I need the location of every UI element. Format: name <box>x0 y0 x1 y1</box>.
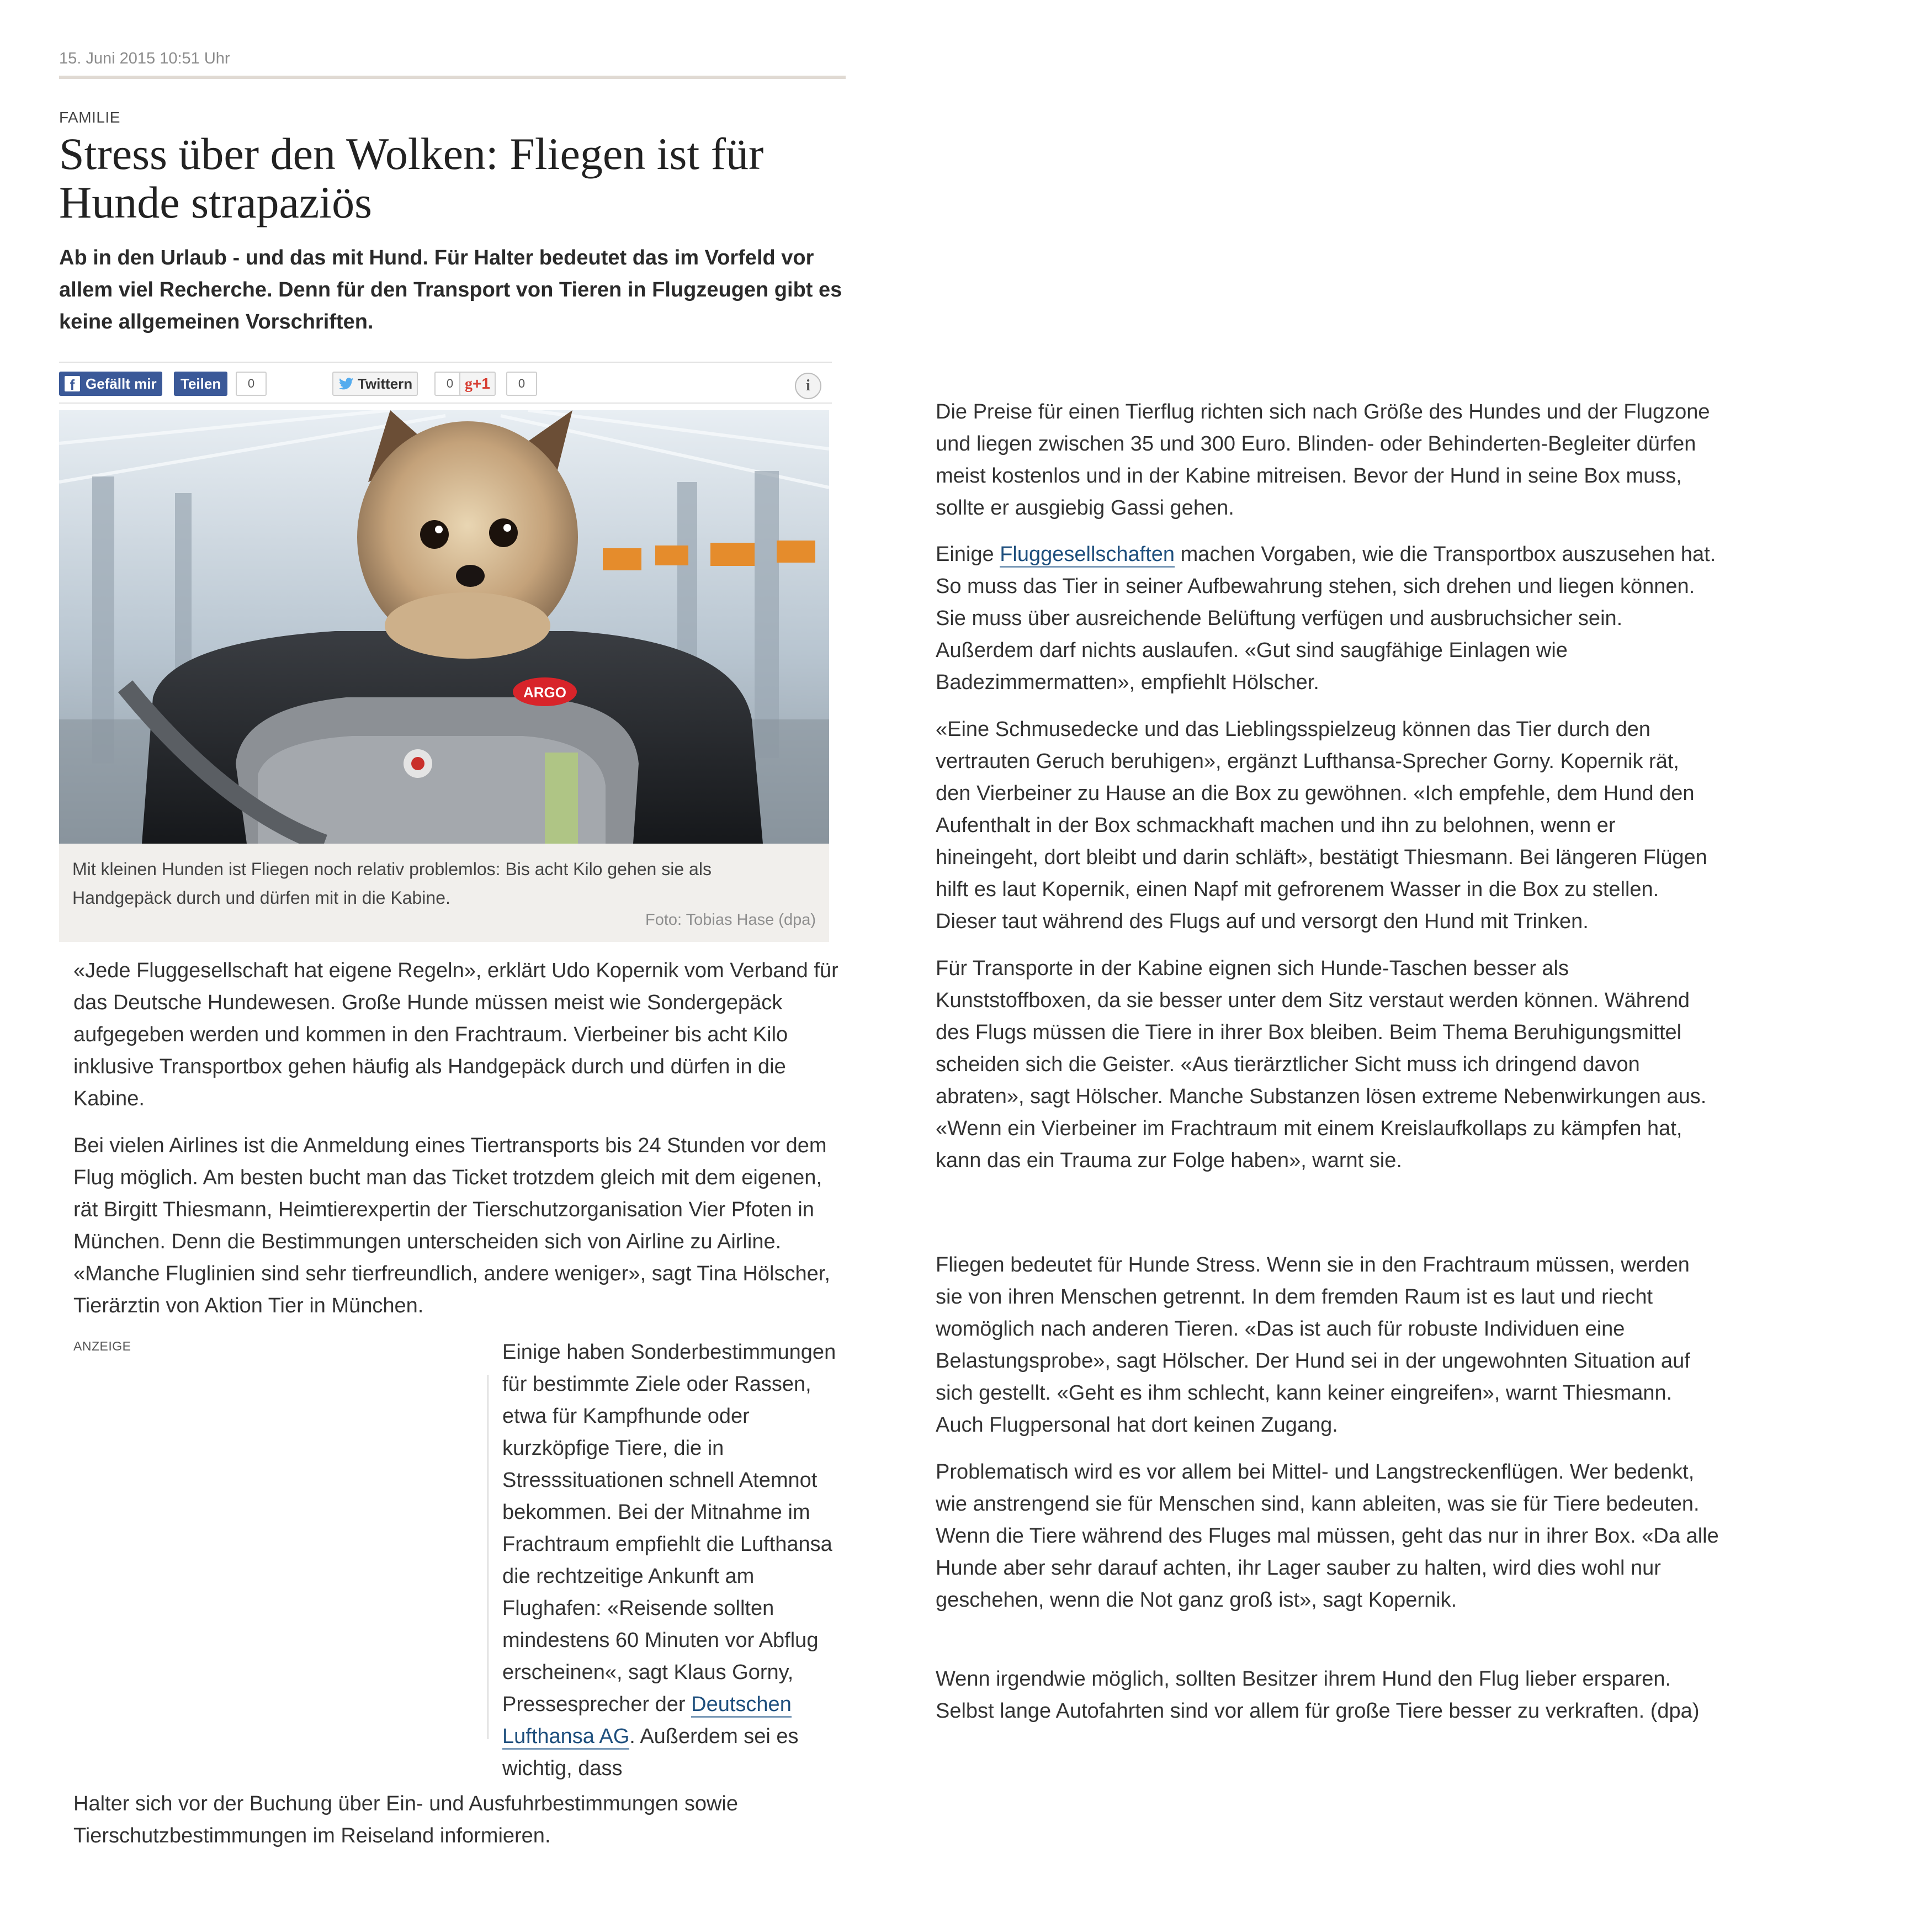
bag-logo-text: ARGO <box>523 684 566 701</box>
header-divider <box>59 76 846 79</box>
body-paragraph-3-text-end: . Außerdem sei es wichtig, dass <box>502 1725 799 1780</box>
body-paragraph-3 <box>502 1336 850 1784</box>
article-headline: Stress über den Wolken: Fliegen ist für Hunde strapaziös <box>59 129 764 227</box>
photo-caption-box <box>59 844 829 942</box>
facebook-icon: f <box>65 376 80 391</box>
twitter-count: 0 <box>434 372 465 396</box>
advertisement-slot[interactable] <box>73 1358 482 1734</box>
article-date: 15. Juni 2015 10:51 Uhr <box>59 50 230 67</box>
google-plus-count: 0 <box>506 372 537 396</box>
body-paragraph-r5: Fliegen bedeutet für Hunde Stress. Wenn sie in den Frachtraum müssen, werden sie von ihren Menschen getrennt. In dem fremden Raum ist es laut und riecht womöglich nach anderen Tieren. «Das ist auch für robuste Individuen eine Belastungsprobe», sagt Hölscher. Der Hund sei in der ungewohnten Situation auf sich gestellt. «Geht es ihm schlecht, kann keiner eingreifen», warnt Thiesmann. Auch Flugpersonal hat dort keinen Zugang. <box>936 1253 1690 1437</box>
link-fluggesellschaften[interactable]: Fluggesellschaften <box>1000 543 1175 568</box>
photo-credit: Foto: Tobias Hase (dpa) <box>645 911 816 929</box>
body-paragraph-r6: Problematisch wird es vor allem bei Mittel- und Langstreckenflügen. Wer bedenkt, wie anstrengend sie für Menschen sind, kann ableiten, was sie für Tiere bedeuten. Wenn die Tiere während des Fluges mal müssen, geht das nur in ihrer Box. «Da alle Hunde aber sehr darauf achten, ihr Lager sauber zu halten, wird dies wohl nur geschehen, wenn die Not ganz groß ist», sagt Kopernik. <box>936 1460 1719 1612</box>
facebook-count: 0 <box>236 372 267 396</box>
body-paragraph-r2 <box>936 538 1719 698</box>
dog-in-bag-image <box>59 410 829 844</box>
body-paragraph-r1: Die Preise für einen Tierflug richten sich nach Größe des Hundes und der Flugzone und liegen zwischen 35 und 300 Euro. Blinden- oder Behinderten-Begleiter dürfen meist kostenlos und in der Kabine mitreisen. Bevor der Hund in seine Box muss, sollte er ausgiebig Gassi gehen. <box>936 400 1710 520</box>
article-lead: Ab in den Urlaub - und das mit Hund. Für Halter bedeutet das im Vorfeld vor allem viel Recherche. Denn für den Transport von Tieren in Flugzeugen gibt es keine allgemeinen Vorschriften. <box>59 246 842 333</box>
link-deutsche-lufthansa[interactable]: Deutschen Lufthansa AG <box>502 1693 792 1750</box>
body-paragraph-r4: Für Transporte in der Kabine eignen sich Hunde-Taschen besser als Kunststoffboxen, da sie besser unter dem Sitz verstaut werden können. Während des Flugs müssen die Tiere in ihrer Box bleiben. Beim Thema Beruhigungsmittel scheiden sich die Geister. «Aus tierärztlicher Sicht muss ich dringend davon abraten», sagt Hölscher. Manche Substanzen lösen extreme Nebenwirkungen aus. «Wenn ein Vierbeiner im Frachtraum mit einem Kreislaufkollaps zu kämpfen hat, kann das ein Trauma zur Folge haben», warnt sie. <box>936 957 1707 1172</box>
body-paragraph-3-text: Einige haben Sonderbestimmungen für bestimmte Ziele oder Rassen, etwa für Kampfhunde oder kurzköpfige Tiere, die in Stresssituationen schnell Atemnot bekommen. Bei der Mitnahme im Frachtraum empfiehlt die Lufthansa die rechtzeitige Ankunft am Flughafen: «Reisende sollten mindestens 60 Minuten vor Abflug erscheinen«, sagt Klaus Gorny, Pressesprecher der <box>502 1341 836 1716</box>
google-plus-button[interactable] <box>459 372 496 396</box>
body-paragraph-3-continued: Halter sich vor der Buchung über Ein- und Ausfuhrbestimmungen sowie Tierschutzbestimmungen im Reiseland informieren. <box>73 1792 738 1847</box>
photo-caption: Mit kleinen Hunden ist Fliegen noch relativ problemlos: Bis acht Kilo gehen sie als Handgepäck durch und dürfen mit in die Kabine. <box>72 859 712 908</box>
body-paragraph-2: Bei vielen Airlines ist die Anmeldung eines Tiertransports bis 24 Stunden vor dem Flug möglich. Am besten bucht man das Ticket trotzdem gleich mit dem eigenen, rät Birgitt Thiesmann, Heimtierexpertin der Tierschutzorganisation Vier Pfoten in München. Denn die Bestimmungen unterscheiden sich von Airline zu Airline. «Manche Fluglinien sind sehr tierfreundlich, andere weniger», sagt Tina Hölscher, Tierärztin von Aktion Tier in München. <box>73 1134 830 1317</box>
google-plus-icon: g <box>465 375 473 393</box>
article-category[interactable]: FAMILIE <box>59 109 120 126</box>
social-share-bar <box>59 362 832 404</box>
info-icon[interactable]: i <box>795 373 821 399</box>
twitter-label: Twittern <box>358 375 413 392</box>
facebook-like-label: Gefällt mir <box>86 375 157 392</box>
article-photo[interactable] <box>59 410 829 844</box>
facebook-like-button[interactable] <box>59 372 162 396</box>
twitter-bird-icon <box>339 377 353 390</box>
body-paragraph-r2-text: Einige <box>936 543 1000 566</box>
body-paragraph-r2-text-end: machen Vorgaben, wie die Transportbox auszusehen hat. So muss das Tier in seiner Aufbewahrung stehen, sich drehen und liegen können. Sie muss über ausreichende Belüftung verfügen und ausbruchsicher sein. Außerdem darf nichts auslaufen. «Gut sind saugfähige Einlagen wie Badezimmermatten», empfiehlt Hölscher. <box>936 543 1716 694</box>
body-paragraph-1: «Jede Fluggesellschaft hat eigene Regeln», erklärt Udo Kopernik vom Verband für das Deutsche Hundewesen. Große Hunde müssen meist wie Sondergepäck aufgegeben werden und kommen in den Frachtraum. Vierbeiner bis acht Kilo inklusive Transportbox gehen häufig als Handgepäck durch und dürfen in die Kabine. <box>73 959 838 1110</box>
ad-label: ANZEIGE <box>73 1339 131 1353</box>
twitter-button[interactable] <box>332 372 418 396</box>
ad-divider <box>487 1375 489 1739</box>
google-plus-label: +1 <box>473 375 490 392</box>
body-paragraph-r7: Wenn irgendwie möglich, sollten Besitzer ihrem Hund den Flug lieber ersparen. Selbst lange Autofahrten sind vor allem für große Tiere besser zu verkraften. (dpa) <box>936 1667 1700 1723</box>
facebook-share-button[interactable]: Teilen <box>174 372 227 396</box>
body-paragraph-r3: «Eine Schmusedecke und das Lieblingsspielzeug können das Tier durch den vertrauten Geruch beruhigen», ergänzt Lufthansa-Sprecher Gorny. Kopernik rät, den Vierbeiner zu Hause an die Box zu gewöhnen. «Ich empfehle, dem Hund den Aufenthalt in der Box schmackhaft machen und ihn zu belohnen, wenn er hineingeht, dort bleibt und darin schläft», bestätigt Thiesmann. Bei längeren Flügen hilft es laut Kopernik, einen Napf mit gefrorenem Wasser in die Box zu stellen. Dieser taut während des Flugs auf und versorgt den Hund mit Trinken. <box>936 718 1707 933</box>
